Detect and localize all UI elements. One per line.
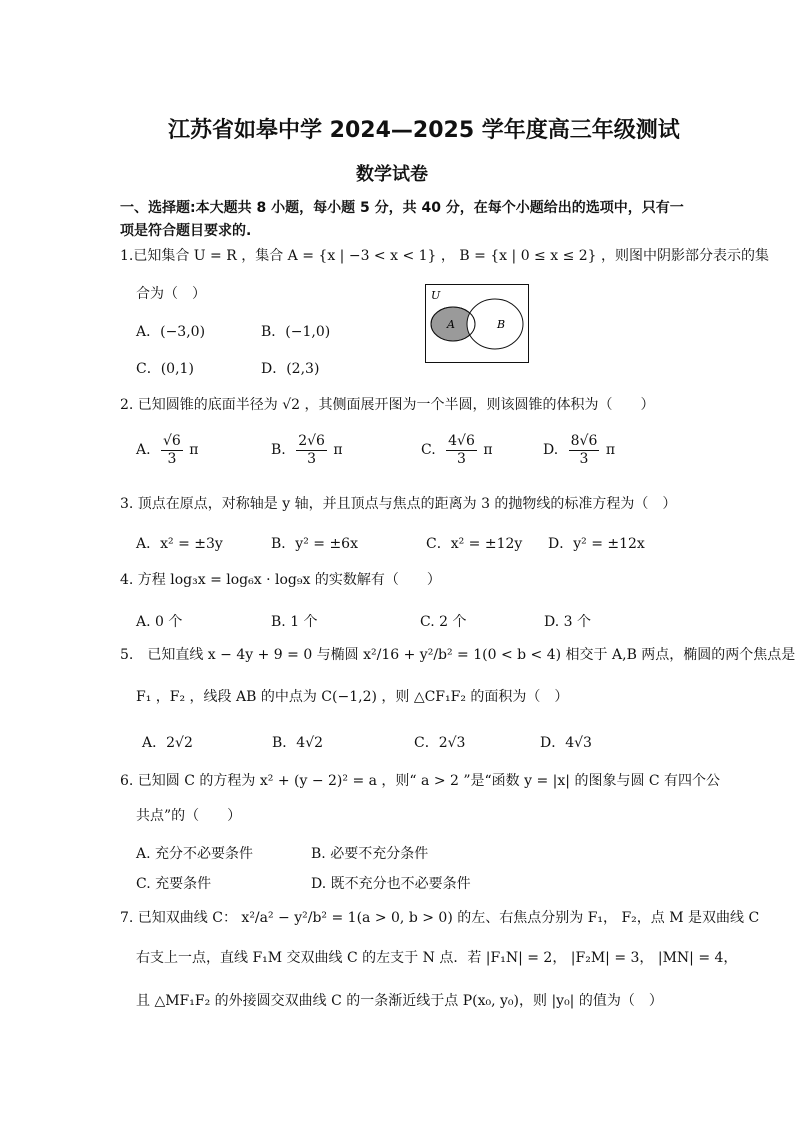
- q6-option-d: D. 既不充分也不必要条件: [311, 876, 471, 892]
- q1-option-b: B．(−1,0): [261, 324, 331, 340]
- q4-option-c: C. 2 个: [420, 614, 467, 630]
- venn-universe-label: U: [431, 289, 441, 302]
- q2-option-d-fraction: $\frac{8√6}{3}$: [570, 433, 598, 467]
- q2-option-d-label: D.: [543, 442, 559, 459]
- q2-option-c-pi: π: [483, 442, 493, 459]
- venn-diagram: [425, 284, 530, 368]
- section-heading-line1: 一、选择题:本大题共 8 小题，每小题 5 分，共 40 分，在每个小题给出的选项中，只有一: [120, 200, 684, 216]
- q2-option-b-label: B.: [271, 442, 286, 459]
- q2-option-a-pi: π: [189, 442, 199, 459]
- q4-stem: 4. 方程 log₃x = log₆x · log₉x 的实数解有（ ）: [120, 572, 441, 588]
- q4-option-a: A. 0 个: [136, 614, 183, 630]
- q4-option-d: D. 3 个: [544, 614, 591, 630]
- section-heading-line2: 项是符合题目要求的.: [120, 223, 252, 239]
- q3-option-c: C．x² = ±12y: [426, 536, 523, 552]
- q2-option-b-fraction: $\frac{2√6}{3}$: [298, 433, 325, 467]
- q6-option-b: B. 必要不充分条件: [311, 846, 429, 862]
- q6-stem-line1: 6. 已知圆 C 的方程为 x² + (y − 2)² = a ，则“ a > 2 ”是“函数 y = |x| 的图象与圆 C 有四个公: [120, 773, 721, 789]
- q3-option-b: B．y² = ±6x: [271, 536, 358, 552]
- venn-set-b-label: B: [497, 318, 506, 331]
- q2-option-b: [271, 434, 343, 466]
- q3-option-d: D．y² = ±12x: [548, 536, 645, 552]
- q2-option-a-label: A.: [136, 442, 151, 459]
- q2-option-c-fraction: $\frac{4√6}{3}$: [448, 433, 475, 467]
- q1-stem-line1: 1.已知集合 U = R ，集合 A = {x | −3 < x < 1} ， B = {x | 0 ≤ x ≤ 2} ，则图中阴影部分表示的集: [120, 248, 770, 264]
- q1-option-c: C．(0,1): [136, 361, 194, 377]
- venn-set-a-label: A: [447, 318, 455, 331]
- q5-option-b: B．4√2: [272, 735, 324, 751]
- q6-option-c: C. 充要条件: [136, 876, 212, 892]
- q5-option-d: D．4√3: [540, 735, 592, 751]
- q2-option-d-pi: π: [605, 442, 616, 459]
- q7-stem-line2: 右支上一点，直线 F₁M 交双曲线 C 的左支于 N 点．若 |F₁N| = 2， |F₂M| = 3， |MN| = 4，: [136, 950, 738, 966]
- q6-stem-line2: 共点”的（ ）: [136, 808, 242, 824]
- q2-option-a-fraction: $\frac{√6}{3}$: [163, 433, 181, 467]
- q2-stem: 2. 已知圆锥的底面半径为 √2 ，其侧面展开图为一个半圆，则该圆锥的体积为（ ）: [120, 397, 655, 413]
- q1-option-a: A．(−3,0): [136, 324, 206, 340]
- q5-stem-line2: F₁ ，F₂ ，线段 AB 的中点为 C(−1,2) ，则 △CF₁F₂ 的面积为（ ）: [136, 689, 569, 705]
- q2-option-b-pi: π: [333, 442, 343, 459]
- q3-stem: 3. 顶点在原点，对称轴是 y 轴，并且顶点与焦点的距离为 3 的抛物线的标准方程为（ ）: [120, 496, 677, 512]
- page-title: 江苏省如皋中学 2024—2025 学年度高三年级测试: [168, 118, 680, 143]
- q5-stem-line1: 5. 已知直线 x − 4y + 9 = 0 与椭圆 x²/16 + y²/b² = 1(0 < b < 4) 相交于 A,B 两点，椭圆的两个焦点是: [120, 647, 796, 663]
- q2-option-c-label: C.: [421, 442, 436, 459]
- q3-option-a: A．x² = ±3y: [136, 536, 223, 552]
- q5-option-c: C．2√3: [414, 735, 466, 751]
- q2-option-a: [136, 434, 199, 466]
- q4-option-b: B. 1 个: [271, 614, 318, 630]
- q1-stem-line2: 合为（ ）: [136, 286, 206, 302]
- q6-option-a: A. 充分不必要条件: [136, 846, 254, 862]
- q2-option-c: [421, 434, 493, 466]
- q5-option-a: A．2√2: [142, 735, 193, 751]
- q1-option-d: D．(2,3): [261, 361, 320, 377]
- q7-stem-line3: 且 △MF₁F₂ 的外接圆交双曲线 C 的一条渐近线于点 P(x₀, y₀)，则 |y₀| 的值为（ ）: [136, 993, 663, 1009]
- q7-stem-line1: 7. 已知双曲线 C： x²/a² − y²/b² = 1(a > 0, b > 0) 的左、右焦点分别为 F₁， F₂，点 M 是双曲线 C: [120, 910, 760, 926]
- q2-option-d: [543, 434, 615, 466]
- page-subtitle: 数学试卷: [356, 164, 428, 185]
